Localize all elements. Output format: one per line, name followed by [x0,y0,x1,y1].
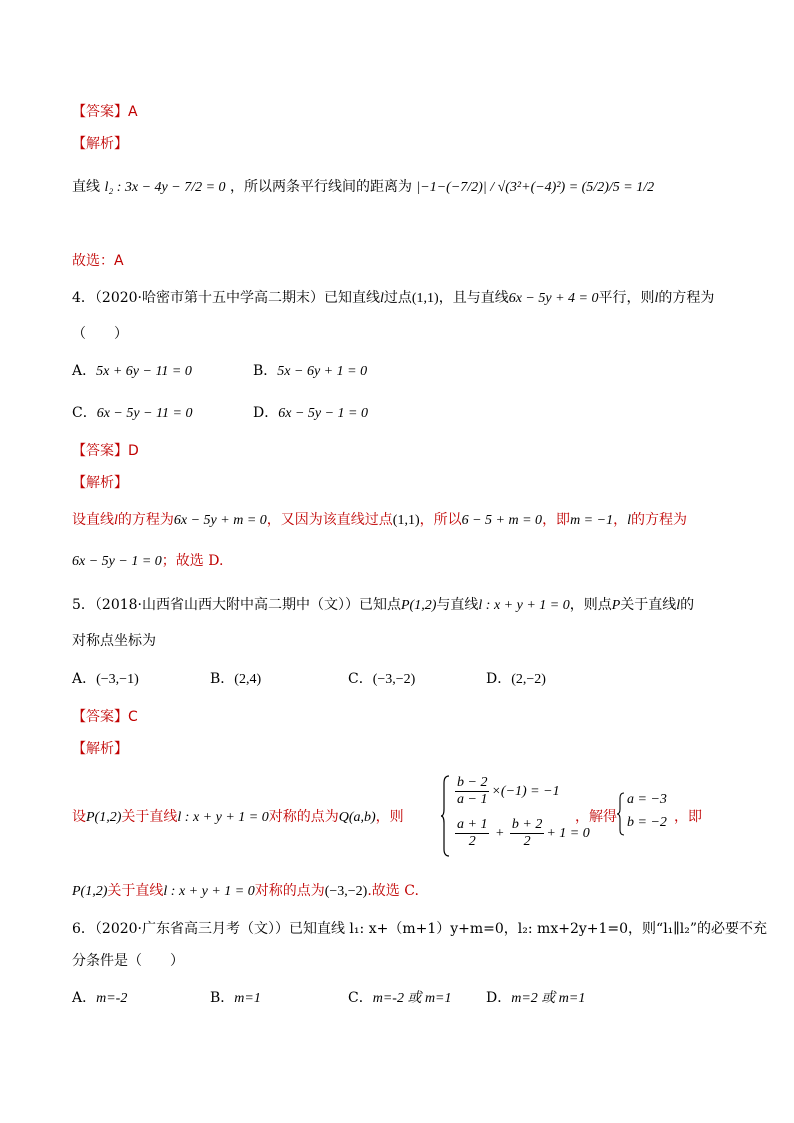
q5-solution-2: P(1,2)关于直线l : x + y + 1 = 0对称的点为(−3,−2).故选 C. [72,883,419,899]
q5-solve-label: ，解得 [575,809,617,825]
q3-analysis-line [72,133,128,153]
q6-option-a[interactable]: A．m=-2 [72,990,128,1006]
q4-solution-1: 设直线l的方程为6x − 5y + m = 0，又因为该直线过点(1,1)，所以6 − 5 + m = 0，即m = −1，l的方程为 [72,512,687,528]
sol-distance-formula: |−1−(−7/2)| / √(3²+(−4)²) = (5/2)/5 = 1/2 [416,180,655,195]
q4-stem-paren: （ ） [72,326,128,342]
q4-stem: 4．（2020·哈密市第十五中学高二期末）已知直线l过点(1,1)，且与直线6x − 5y + 4 = 0平行，则l的方程为 [72,290,715,306]
q5-option-a[interactable]: A．(−3,−1) [72,671,139,687]
q5-solution-1: 设P(1,2)关于直线l : x + y + 1 = 0对称的点为Q(a,b)，则 [72,809,404,825]
q5-eq2: $\frac{a + 1}{2}$ + $\frac{b + 2}{2}$ + 1 = 0 [457,817,590,850]
sol-mid: ，所以两条平行线间的距离为 [229,179,412,195]
q6-option-c[interactable]: C．m=-2 或 m=1 [348,990,452,1006]
q5-option-b[interactable]: B．(2,4) [210,671,262,687]
q4-analysis-line: 【解析】 [72,475,128,491]
q4-option-d[interactable]: D．6x − 5y − 1 = 0 [253,405,369,421]
left-brace-icon [441,775,451,857]
q5-stem: 5．（2018·山西省山西大附中高二期中（文））已知点P(1,2)与直线l : x + y + 1 = 0，则点P关于直线l的 [72,597,695,613]
q3-conclusion: 故选：A [72,253,124,269]
q6-option-b[interactable]: B．m=1 [210,990,261,1006]
q3-answer-line [72,101,138,121]
q4-option-b[interactable]: B．5x − 6y + 1 = 0 [253,363,368,379]
q5-option-d[interactable]: D．(2,−2) [486,671,546,687]
q5-option-c[interactable]: C．(−3,−2) [348,671,416,687]
q5-stem-2: 对称点坐标为 [72,633,156,649]
q6-option-d[interactable]: D．m=2 或 m=1 [486,990,586,1006]
q3-solution-line [72,176,654,196]
q6-stem-2: 分条件是（ ） [72,953,184,969]
q5-eq1: $\frac{b - 2}{a - 1}$ ×(−1) = −1 [457,775,560,808]
q5-ie: ，即 [674,809,702,825]
q4-answer-line: 【答案】D [72,443,139,459]
analysis-tag: 【解析】 [72,136,128,152]
q4-option-a[interactable]: A．5x + 6y − 11 = 0 [72,363,192,379]
q4-option-c[interactable]: C．6x − 5y − 11 = 0 [72,405,193,421]
sol-line-eq: l₂ : 3x − 4y − 7/2 = 0 [104,180,226,195]
q5-analysis-line: 【解析】 [72,741,128,757]
q6-stem: 6．（2020·广东省高三月考（文））已知直线 l₁: x+（m+1）y+m=0，l₂: mx+2y+1=0，则“l₁∥l₂”的必要不充 [72,921,767,937]
answer-tag: 【答案】 [72,104,128,120]
sol-prefix: 直线 [72,179,100,195]
left-brace-icon [617,792,625,836]
q5-answer-line: 【答案】C [72,709,138,725]
q4-solution-2: 6x − 5y − 1 = 0；故选 D. [72,553,224,569]
answer-value: A [128,104,138,120]
